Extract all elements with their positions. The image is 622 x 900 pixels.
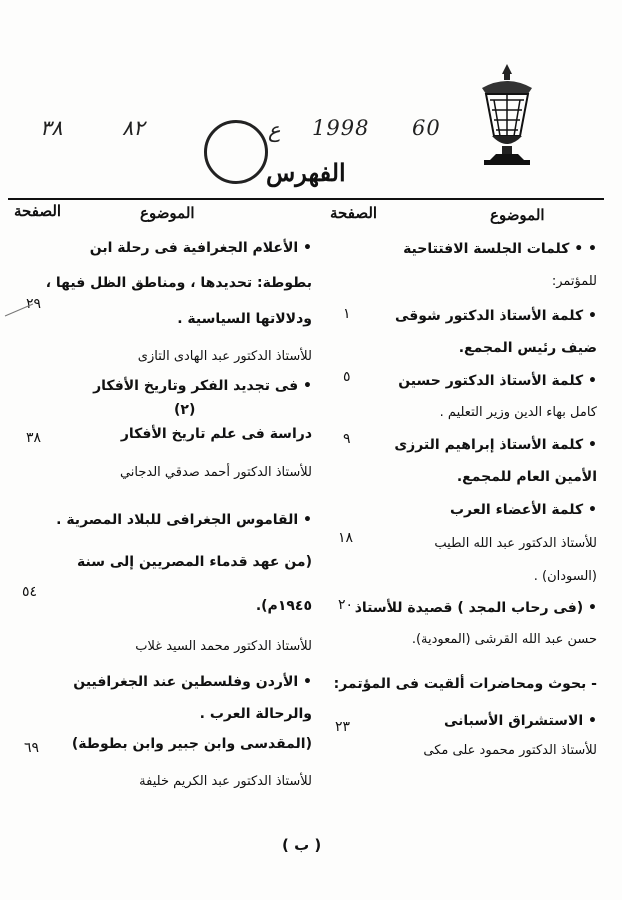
entry-tarzi-line1: • كلمة الأستاذ إبراهيم الترزى <box>394 437 597 453</box>
entry-ibn-battuta-line3: ودلالاتها السياسية . <box>177 311 312 327</box>
page-num-shawqi: ١ <box>343 306 351 322</box>
page-num-arab-members: ١٨ <box>338 530 354 546</box>
entry-dictionary-line3: ١٩٤٥م). <box>255 598 312 614</box>
entry-jordan-line1: • الأردن وفلسطين عند الجغرافيين <box>73 674 312 690</box>
entry-dictionary-line1: • القاموس الجغرافى للبلاد المصرية . <box>56 512 312 528</box>
right-subject-header: الموضوع <box>490 206 545 224</box>
entry-hussein-line1: • كلمة الأستاذ الدكتور حسين <box>398 373 597 389</box>
entry-shawqi-line1: • كلمة الأستاذ الدكتور شوقى <box>394 308 597 324</box>
entry-ideas-line2: (٢) <box>174 402 196 418</box>
entry-opening-line1: • • كلمات الجلسة الافتتاحية <box>403 241 597 257</box>
page-num-dictionary: ٥٤ <box>22 584 38 600</box>
entry-ideas-line1: • فى تجديد الفكر وتاريخ الأفكار <box>93 378 312 394</box>
entry-dictionary-line2: (من عهد قدماء المصريين إلى سنة <box>77 554 312 570</box>
entry-arab-members-line3: (السودان) . <box>533 569 597 584</box>
note-a: ٣٨ <box>40 116 63 140</box>
page-num-jordan: ٦٩ <box>24 740 40 756</box>
entry-jordan-line2: والرحالة العرب . <box>199 706 312 722</box>
entry-ideas-line4: للأستاذ الدكتور أحمد صدقي الدجاني <box>119 465 312 480</box>
note-c: ع <box>268 118 281 142</box>
entry-hussein-line2: كامل بهاء الدين وزير التعليم . <box>439 405 597 420</box>
note-b: ٨٢ <box>122 116 145 140</box>
page-num-tarzi: ٩ <box>343 431 351 447</box>
entry-opening-line2: للمؤتمر: <box>551 274 597 289</box>
entry-ibn-battuta-line1: • الأعلام الجغرافية فى رحلة ابن <box>89 240 312 256</box>
entry-arab-members-line1: • كلمة الأعضاء العرب <box>449 502 597 518</box>
entry-arab-members-line2: للأستاذ الدكتور عبد الله الطيب <box>434 536 597 551</box>
pencil-mark-icon <box>4 302 34 316</box>
page-num-orientalism: ٢٣ <box>335 719 351 735</box>
page-title: الفهرس <box>266 158 346 187</box>
section-research-heading: - بحوث ومحاضرات ألقيت فى المؤتمر: <box>333 676 597 692</box>
page-num-poem: ٢٠ <box>338 597 354 613</box>
note-e: 60 <box>412 116 441 140</box>
left-subject-header: الموضوع <box>140 204 195 222</box>
entry-ibn-battuta-line2: بطوطة: تحديدها ، ومناطق الظل فيها ، <box>45 275 312 291</box>
entry-orientalism-line2: للأستاذ الدكتور محمود على مكى <box>423 743 597 758</box>
entry-ideas-line3: دراسة فى علم تاريخ الأفكار <box>120 426 312 442</box>
page-num-hussein: ٥ <box>343 369 351 385</box>
entry-tarzi-line2: الأمين العام للمجمع. <box>456 469 597 485</box>
entry-orientalism-line1: • الاستشراق الأسبانى <box>443 713 597 729</box>
left-page-header: الصفحة <box>14 202 62 220</box>
entry-shawqi-line2: ضيف رئيس المجمع. <box>458 340 597 356</box>
entry-poem-line2: حسن عبد الله القرشى (المعودية). <box>411 632 597 647</box>
page-num-ibn-battuta: ٢٩ <box>26 296 42 312</box>
page-num-ideas: ٣٨ <box>26 430 42 446</box>
page-footer: ( ب ) <box>282 836 322 854</box>
entry-jordan-line3: (المقدسى وابن جبير وابن بطوطة) <box>71 736 312 752</box>
note-d: 1998 <box>312 116 370 140</box>
entry-dictionary-line4: للأستاذ الدكتور محمد السيد غلاب <box>135 639 312 654</box>
right-page-header: الصفحة <box>330 204 378 222</box>
entry-jordan-line4: للأستاذ الدكتور عبد الكريم خليفة <box>139 774 312 789</box>
entry-poem-line1: • (فى رحاب المجد ) قصيدة للأستاذ <box>354 600 597 616</box>
entry-ibn-battuta-line4: للأستاذ الدكتور عبد الهادى التازى <box>137 349 312 364</box>
